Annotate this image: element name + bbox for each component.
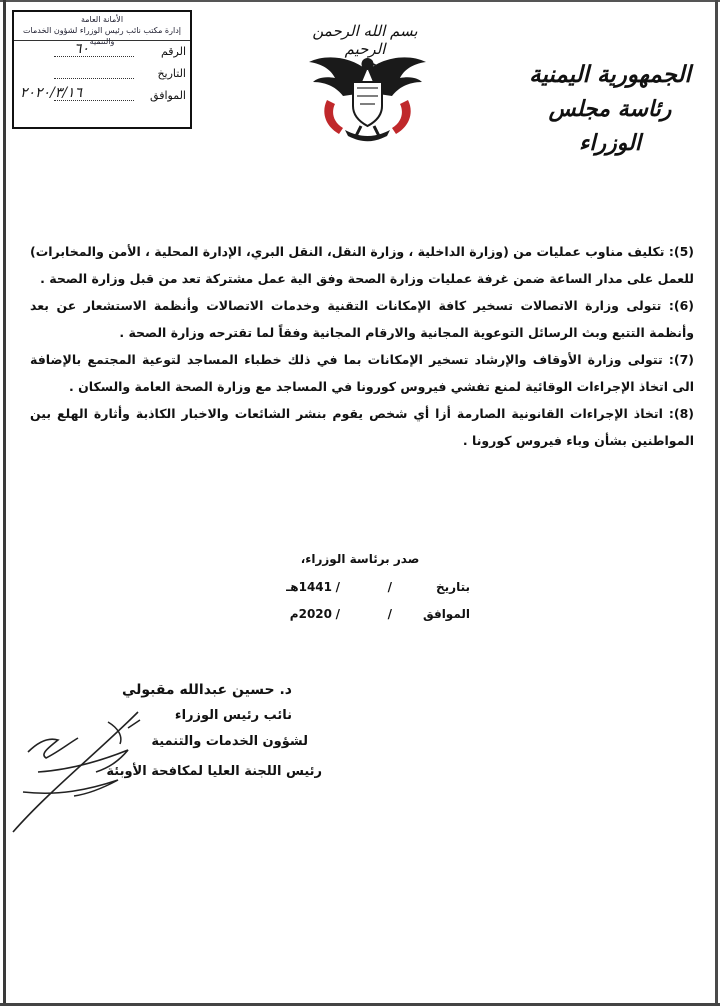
stamp-dotted-line xyxy=(54,56,134,57)
paragraph-6: (6): تتولى وزارة الاتصالات تسخير كافة الإمكانات التقنية وخدمات الاتصالات وأنظمة الاستشعار عن بعد وأنظمة التتبع وبث الرسائل التوعوية المجانية والارقام المجانية وفقاً لما تقترحه وزارة الصحة . xyxy=(30,298,694,340)
reference-stamp xyxy=(12,10,192,129)
signatory-name: د. حسين عبدالله مقبولي xyxy=(121,682,292,698)
stamp-number-label: الرقم xyxy=(160,45,186,58)
letterhead-title xyxy=(520,58,700,160)
signatory-title-2: لشؤون الخدمات والتنمية xyxy=(151,734,308,749)
date-slash: / xyxy=(387,607,392,621)
signatory-title-3: رئيس اللجنة العليا لمكافحة الأوبئة xyxy=(106,764,322,779)
date-slash: / xyxy=(335,580,340,594)
decree-body xyxy=(30,238,694,454)
stamp-corresponding-row xyxy=(14,85,190,107)
date-slash: / xyxy=(335,607,340,621)
issued-at: صدر برئاسة الوزراء، xyxy=(300,552,420,566)
gregorian-date-line xyxy=(250,607,470,627)
stamp-date-label: التاريخ xyxy=(157,67,186,80)
eagle-emblem-icon xyxy=(305,48,430,143)
presidency-name: رئاسة مجلس الوزراء xyxy=(548,96,672,156)
republic-name: الجمهورية اليمنية xyxy=(529,61,691,88)
stamp-header-line1: الأمانة العامة xyxy=(80,15,124,24)
stamp-number-value: ٦٠ xyxy=(74,41,90,57)
gregorian-year: 2020م xyxy=(289,607,332,621)
paragraph-5: (5): تكليف مناوب عمليات من (وزارة الداخلية ، وزارة النقل، النقل البري، الإدارة المحلية ، الأمن والمخابرات) للعمل على مدار الساعة ضمن غرفة عمليات وزارة الصحة وفق الية عمل مشتركة تعد من قبل وزارة الصحة . xyxy=(30,244,694,286)
signatory-title-1: نائب رئيس الوزراء xyxy=(174,708,292,723)
date-slash: / xyxy=(387,580,392,594)
paragraph-8: (8): اتخاذ الإجراءات القانونية الصارمة أزا أي شخص يقوم بنشر الشائعات والاخبار الكاذبة وأثارة الهلع بين المواطنين بشأن وباء فيروس كورونا . xyxy=(30,406,694,448)
hijri-date-label: بتاريخ xyxy=(436,580,470,594)
page-border-right xyxy=(715,0,718,1006)
stamp-corresponding-value: ٢٠٢٠/٣/١٦ xyxy=(20,85,83,101)
hijri-date-line xyxy=(250,580,470,600)
page-border-top xyxy=(0,0,720,2)
gregorian-date-label: الموافق xyxy=(423,607,470,621)
stamp-number-row xyxy=(14,41,190,63)
handwritten-signature-icon xyxy=(8,692,168,842)
stamp-corresponding-label: الموافق xyxy=(150,89,186,102)
page-border-left xyxy=(3,0,6,1006)
basmala: بسم الله الرحمن الرحيم xyxy=(312,22,418,58)
hijri-year: 1441هـ xyxy=(286,580,332,594)
stamp-header xyxy=(14,12,190,46)
stamp-header-line2: إدارة مكتب نائب رئيس الوزراء لشؤون الخدمات والتنمية xyxy=(23,26,181,46)
stamp-dotted-line xyxy=(54,78,134,79)
paragraph-7: (7): تتولى وزارة الأوقاف والإرشاد تسخير الإمكانات بما في ذلك خطباء المساجد لتوعية المجتمع بالإضافة الى اتخاذ الإجراءات الوقائية لمنع تفشي فيروس كورونا في المساجد مع وزارة الصحة العامة والسكان . xyxy=(30,352,694,394)
